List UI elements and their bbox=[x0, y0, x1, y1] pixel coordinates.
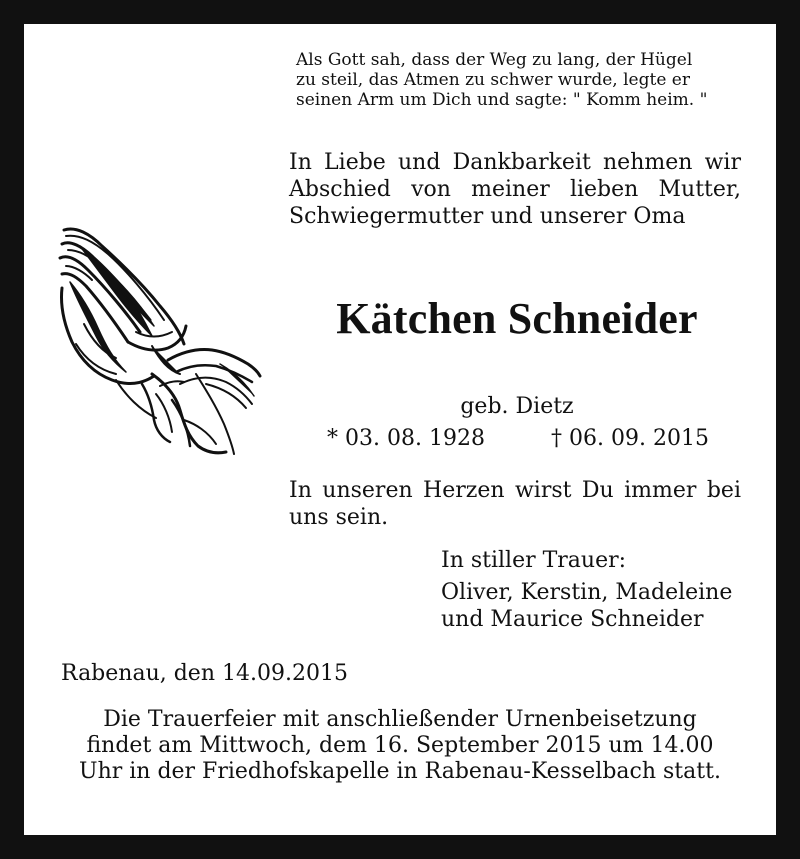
deceased-name: Kätchen Schneider bbox=[336, 294, 698, 343]
hearts-line: In unseren Herzen wirst Du immer bei bbox=[289, 478, 741, 503]
mourner-line: Oliver, Kerstin, Madeleine bbox=[441, 580, 733, 605]
hearts-line: uns sein. bbox=[289, 505, 389, 530]
ceremony-line: Uhr in der Friedhofskapelle in Rabenau-Kesselbach statt. bbox=[79, 759, 721, 784]
praying-hands-icon bbox=[56, 224, 262, 460]
mourning-heading: In stiller Trauer: bbox=[441, 548, 627, 573]
verse-line: seinen Arm um Dich und sagte: " Komm heim. " bbox=[296, 90, 708, 110]
verse-line: zu steil, das Atmen zu schwer wurde, legte er bbox=[296, 70, 690, 90]
intro-text bbox=[289, 149, 741, 230]
ceremony-line: findet am Mittwoch, dem 16. September 2015 um 14.00 bbox=[86, 733, 714, 758]
intro-line: Abschied von meiner lieben Mutter, bbox=[289, 177, 741, 202]
place-date: Rabenau, den 14.09.2015 bbox=[61, 661, 348, 686]
verse-line: Als Gott sah, dass der Weg zu lang, der Hügel bbox=[296, 50, 693, 70]
death-date: † 06. 09. 2015 bbox=[551, 426, 709, 451]
mourning-block bbox=[441, 547, 761, 633]
mourner-line: und Maurice Schneider bbox=[441, 607, 704, 632]
born-name: geb. Dietz bbox=[460, 394, 574, 419]
hearts-text bbox=[289, 477, 741, 531]
ceremony-text bbox=[40, 707, 760, 785]
birth-date: * 03. 08. 1928 bbox=[327, 426, 485, 451]
intro-line: In Liebe und Dankbarkeit nehmen wir bbox=[289, 150, 741, 175]
ceremony-line: Die Trauerfeier mit anschließender Urnenbeisetzung bbox=[103, 707, 697, 732]
intro-line: Schwiegermutter und unserer Oma bbox=[289, 204, 686, 229]
verse bbox=[296, 50, 756, 110]
